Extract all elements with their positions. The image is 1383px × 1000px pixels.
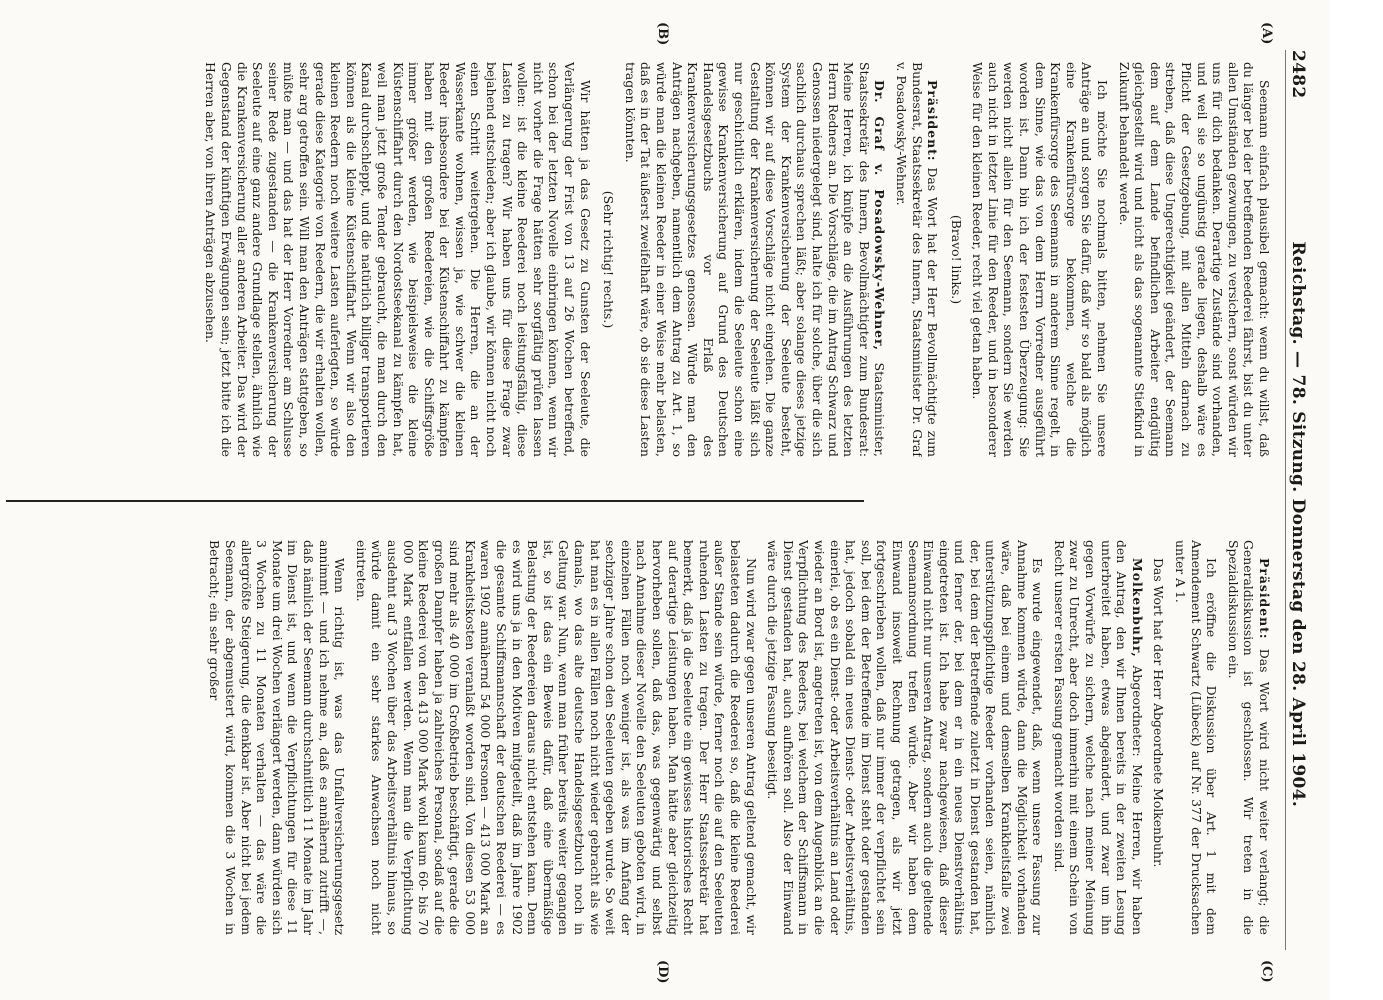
paragraph-text: Das Wort hat der Herr Bevollmächtigte zum Bundesrat, Staatssekretär des Innern, Staatsminister Dr. Graf v. Posadowsky-Wehner.: [893, 62, 941, 457]
margin-mark-d: (D): [655, 960, 670, 984]
paragraph-text: Abgeordneter: Meine Herren, wir haben den Antrag, den wir Ihnen bereits in der zweiten Lesung unterbreitet haben, etwas abgeändert, und zwar um ihn gegen Vorwürfe zu sichern, welche nach meiner Meinung zwar zu Unrecht, aber doch immerhin mit einem Schein von Recht unserer ersten Fassung gemacht worden sind.: [1051, 540, 1145, 935]
margin-mark-c: (C): [1259, 960, 1274, 983]
header-title: Reichstag. — 78. Sitzung. Donnerstag den 28. April 1904.: [1288, 241, 1308, 808]
paragraph-text: Das Wort hat der Herr Abgeordnete Molkenbuhr.: [1151, 558, 1167, 868]
paragraph-text: Ich eröffne die Diskussion über Art. 1 mit dem Amendement Schwartz (Lübeck) auf Nr. 377 der Drucksachen unter A 1.: [1173, 540, 1220, 935]
paragraph: [1151, 540, 1167, 935]
paragraph: [622, 62, 887, 457]
paragraph: [970, 62, 1110, 457]
paragraph: [1116, 62, 1272, 457]
page-number: 2482: [1288, 50, 1308, 99]
paragraph: [353, 540, 758, 935]
paragraph-text: Staatsminister, Staatssekretär des Innern, Bevollmächtigter zum Bundesrat: Meine Herren, ich knüpfe an die Ausführungen des letzten Herrn Redners an. Die Vorschläge, die im Antrag Schwarz und Genossen niedergelegt sind, halte ich für solche, über die sich sachlich durchaus sprechen läßt; aber solange dieses jetzige System der Krankenversicherung der Seeleute besteht, können wir auf diese Vorschläge nicht eingehen. Die ganze Gestaltung der Krankenversicherung der Seeleute läßt sich nur geschichtlich erklären, indem die Seeleute schon eine gewisse Krankenversicherung auf Grund des Deutschen Handelsgesetzbuchs vor Erlaß des Krankenversicherungsgesetzes genossen. Würde man den Anträgen nachgeben, namentlich dem Antrag zu Art. 1, so würde man die kleinen Reeder in einer Weise mehr belasten, daß es in der Tat äußerst zweifelhaft wäre, ob sie diese Lasten tragen könnten.: [622, 62, 888, 457]
paragraph-text: (Sehr richtig! rechts.): [601, 190, 617, 329]
paragraph: [601, 62, 617, 457]
margin-mark-a: (A): [1259, 22, 1274, 45]
paragraph: [893, 62, 940, 457]
paragraph-text: Nun wird zwar gegen unseren Antrag geltend gemacht, wir belasteten dadurch die Reederei so, daß die kleine Reederei außer Stande sein würde, ferner noch die auf den Seeleuten ruhenden Lasten zu tragen. Der Herr Staatssekretär hat bemerkt, daß ja die Seeleute ein gewisses historisches Recht auf derartige Leistungen haben. Man hätte aber gleichzeitig hervorheben sollen, daß das, was gegenwärtig und selbst nach Annahme dieser Novelle den Seeleuten geboten wird, in einzelnen Fällen noch weniger ist, als was im Anfang der sechziger Jahre schon den Seeleuten gegeben wurde. So weit hat man es in allen Fällen noch nicht wieder gebracht als wie damals, wo das alte deutsche Handelsgesetzbuch noch in Geltung war. Nun, wenn man früher bereits weiter gegangen ist, so ist das ein Beweis dafür, daß eine übermäßige Belastung der Reedereien daraus nicht entstehen kann. Denn es wird uns ja in den Motiven mitgeteilt, daß im Jahre 1902 die gesamte Schiffsmannschaft der deutschen Reederei — es waren 1902 annähernd 54 000 Personen — 413 000 Mark an Krankheitskosten veranlaßt worden sind. Von diesen 53 000 sind mehr als 40 000 im Großbetrieb beschäftigt, gerade die großen Dampfer haben ja zahlreiches Personal, sodaß auf die kleine Reederei von den 413 000 Mark wohl kaum 60- bis 70 000 Mark entfallen werden. Wenn man die Verpflichtung ausdehnt auf 3 Wochen über das Arbeitsverhältnis hinaus, so würde damit ein sehr starkes Anwachsen noch nicht eintreten.: [353, 540, 759, 935]
paragraph-text: Wenn richtig ist, was das Unfallversicherungsgesetz annimmt — und ich nehme an, daß es annähernd zutrifft —, daß nämlich der Seemann durchschnittlich 11 Monate im Jahr im Dienst ist, und wenn die Verpflichtungen für diese 11 Monate um drei Wochen verlängert werden, dann würden sich 3 Wochen zu 11 Monaten verhalten — das wäre die allergrößte Steigerung, die denkbar ist. Aber nicht bei jedem Seemann, der abgemustert wird, kommen die 3 Wochen in Betracht; ein sehr großer: [207, 540, 348, 935]
column-divider: [6, 500, 864, 502]
paragraph: [1051, 540, 1145, 935]
paragraph-text: Seemann einfach plausibel gemacht: wenn du willst, daß du länger bei der betreffenden Reederei fährst, bist du unter allen Umständen gezwungen, zu versichern, sonst würden wir uns für dich bedanken. Derartige Zustände sind vorhanden, und weil sie so ungünstig gerade liegen, deshalb wäre es Pflicht der Gesetzgebung, mit allen Mitteln darnach zu streben, daß diese Ungerechtigkeit geändert, der Seemann dem auf dem Lande befindlichen Arbeiter endgültig gleichgestellt wird und nicht als das sogenannte Stiefkind in Zukunft behandelt werde.: [1116, 62, 1272, 457]
speaker-name: Dr. Graf v. Posadowsky-Wehner,: [872, 80, 888, 351]
paragraph-text: Wir hätten ja das Gesetz zu Gunsten der Seeleute, die Verlängerung der Frist von 13 auf 26 Wochen betreffend, schon bei der letzten Novelle einbringen können, wenn wir nicht vorher die Frage hätten sehr sorgfältig prüfen lassen wollen: ist die kleine Reederei noch leistungsfähig, diese Lasten zu tragen? Wir haben uns für diese Frage zwar bejahend entschieden; aber ich glaube, wir können nicht noch einen Schritt weitergehen. Die Herren, die an der Wasserkante wohnen, wissen ja, wie schwer die kleinen Reeder insbesondere bei der Küstenschiffahrt zu kämpfen haben mit den großen Reedereien, wie die Schiffsgröße immer größer werden, wie beispielsweise die kleine Küstenschiffahrt durch den Nordostseekanal zu kämpfen hat, weil man jetzt große Tender gebraucht, die man durch den Kanal durchschleppt, und die natürlich billiger transportieren können als die kleine Küstenschiffahrt. Wenn wir also den kleinen Reedern noch weitere Lasten auferlegten, so würde gerade diese Kategorie von Reedern, die wir erhalten wollen, sehr arg getroffen sein. Will man den Anträgen stattgeben, so müßte man — und das hat der Herr Vorredner am Schlusse seiner Rede zugestanden — die Krankenversicherung der Seeleute auf eine ganz andere Grundlage stellen, ähnlich wie die Krankenversicherung aller anderen Arbeiter. Das wird der Gegenstand der künftigen Erwägungen sein; jetzt bitte ich die Herren aber, von ihren Anträgen abzusehen.: [203, 62, 593, 457]
paragraph-text: Es wurde eingewendet, daß, wenn unsere Fassung zur Annahme kommen würde, dann die Möglichkeit vorhanden wäre, daß bei einem und demselben Krankheitsfalle zwei unterstützungspflichtige Reeder vorhanden seien, nämlich der, bei dem der Betreffende zuletzt in Dienst gestanden hat, und ferner der, bei dem er in ein neues Dienstverhältnis eingetreten ist. Ich habe zwar nachgewiesen, daß dieser Einwand nicht nur unseren Antrag, sondern auch die geltende Seemannsordnung treffen würde. Aber wir haben dem Einwand insoweit Rechnung getragen, als wir jetzt fortgeschrieben wollen, daß nur immer der verpflichtet sein soll, bei dem der Betreffende im Dienst steht oder gestanden hat, jedoch sobald ein neues Dienst- oder Arbeitsverhältnis, einerlei, ob es ein Dienst- oder Arbeitsverhältnis an Land oder wieder an Bord ist, angetreten ist, von dem Augenblick an die Verpflichtung des Reeders, bei welchem der Schiffsmann in Dienst gestanden hat, auch aufhören soll. Also der Einwand wäre durch die jetzige Fassung beseitigt.: [765, 540, 1046, 935]
paragraph: [203, 62, 593, 457]
paragraph: [207, 540, 347, 935]
right-text-column: [14, 540, 1272, 935]
speaker-name: Präsident:: [925, 80, 941, 162]
page-header: [1285, 50, 1310, 950]
left-text-column: [14, 62, 1272, 457]
paragraph-text: Ich möchte Sie nochmals bitten, nehmen Sie unsere Anträge an und sorgen Sie dafür, daß wir so bald als möglich eine Krankenfürsorge bekommen, welche die Krankenfürsorge des Seemanns in anderem Sinne regelt, in dem Sinne, wie das von dem Herrn Vorredner ausgeführt worden ist. Dann bin ich der festesten Überzeugung: Sie werden nicht allein für den Seemann, sondern Sie werden auch nicht in letzter Linie für den Reeder, und in besonderer Weise für den kleinen Reeder, recht viel getan haben.: [970, 62, 1111, 457]
paragraph: [1172, 540, 1219, 935]
paragraph: [1225, 540, 1272, 935]
speaker-name: Präsident:: [1257, 558, 1272, 640]
paragraph: [948, 62, 964, 457]
paragraph: [765, 540, 1046, 935]
margin-mark-b: (B): [655, 22, 670, 46]
speaker-name: Molkenbuhr,: [1129, 558, 1145, 658]
paragraph-text: (Bravo! links.): [948, 214, 964, 305]
paragraph-text: Das Wort wird nicht weiter verlangt; die Generaldiskussion ist geschlossen. Wir treten in die Spezialdiskussion ein.: [1225, 540, 1272, 935]
